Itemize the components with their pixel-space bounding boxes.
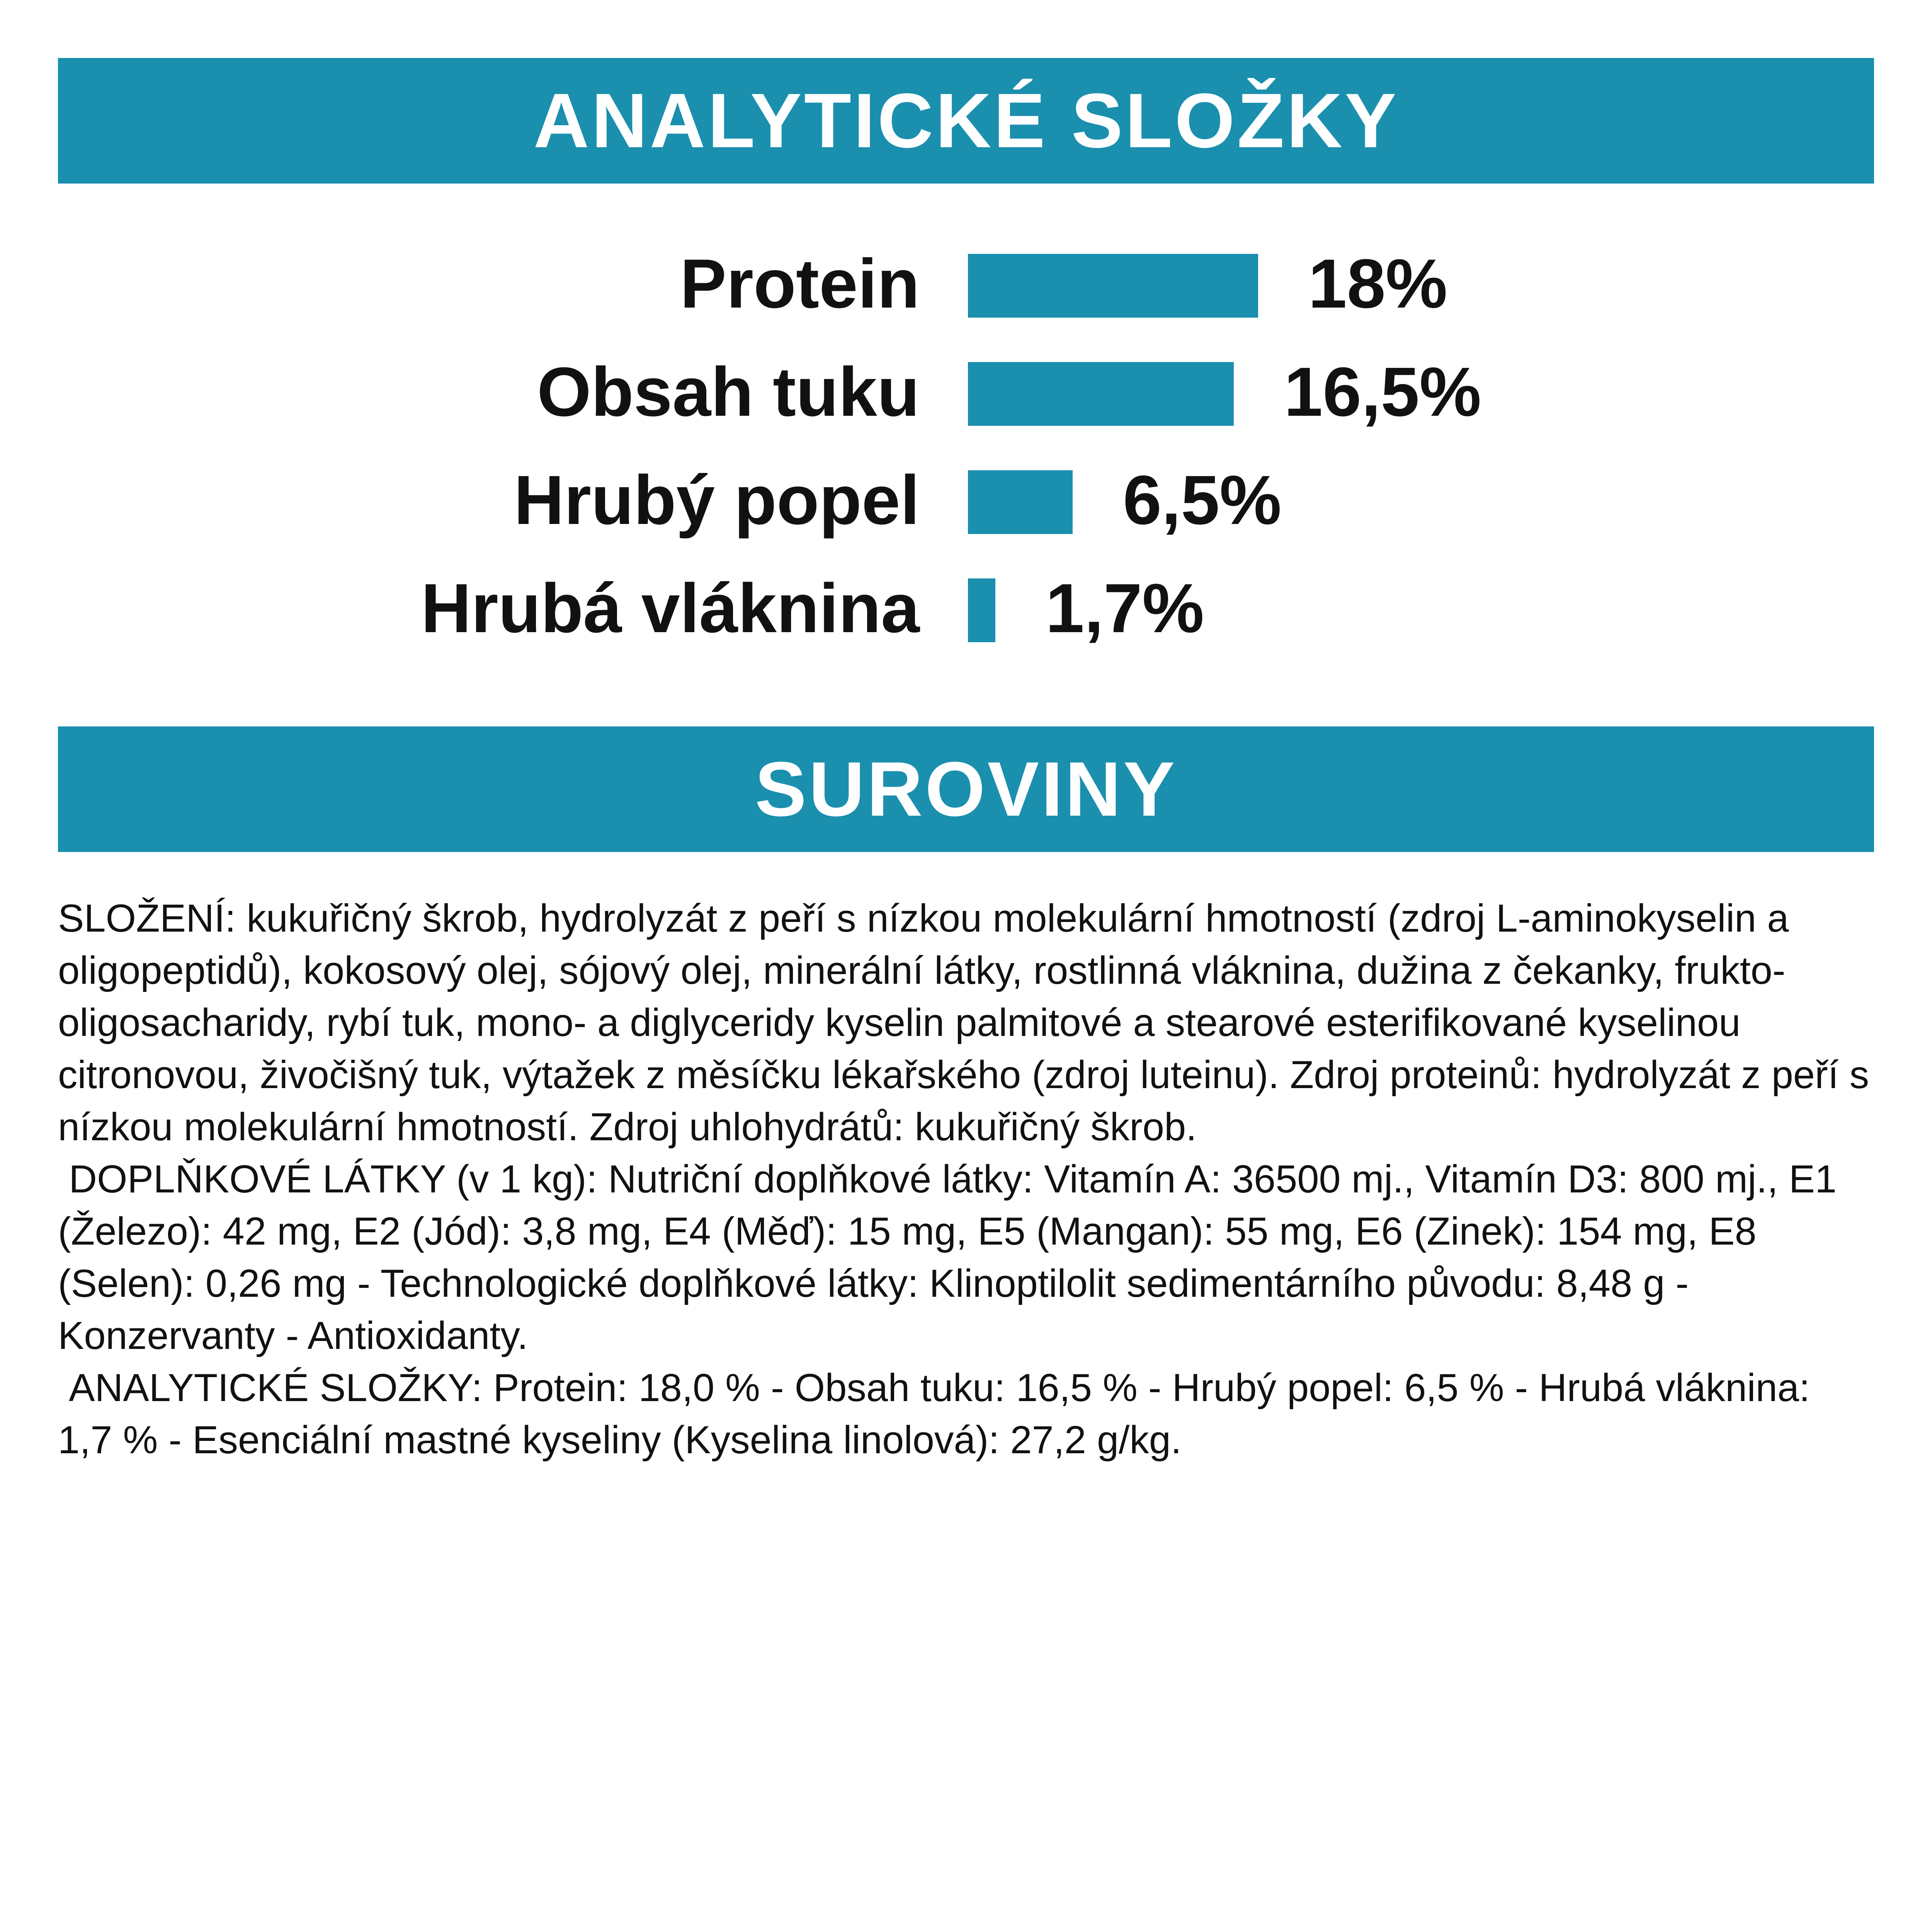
nutrient-bar [968,254,1258,318]
nutrient-bar [968,470,1073,534]
composition-paragraph: SLOŽENÍ: kukuřičný škrob, hydrolyzát z peří s nízkou molekulární hmotností (zdroj L-aminokyselin a oligopeptidů), kokosový olej, sójový olej, minerální látky, rostlinná vláknina, dužina z čekanky, frukto-oligosacharidy, rybí tuk, mono- a diglyceridy kyselin palmitové a stearové esterifikované kyselinou citronovou, živočišný tuk, výtažek z měsíčku lékařského (zdroj luteinu). Zdroj proteinů: hydrolyzát z peří s nízkou molekulární hmotností. Zdroj uhlohydrátů: kukuřičný škrob. [58,897,1880,1149]
nutrient-bar [968,578,995,642]
nutrient-value: 16,5% [1284,353,1481,431]
nutrient-value: 18% [1308,245,1447,323]
nutrient-bar [968,362,1234,426]
nutrient-label: Hrubá vláknina [421,570,920,647]
additives-paragraph: DOPLŇKOVÉ LÁTKY (v 1 kg): Nutriční doplňkové látky: Vitamín A: 36500 mj., Vitamín D3: 800 mj., E1 (Železo): 42 mg, E2 (Jód): 3,8 mg, E4 (Měď): 15 mg, E5 (Mangan): 55 mg, E6 (Zinek): 154 mg, E8 (Selen): 0,26 mg - Technologické doplňkové látky: Klinoptilolit sedimentárního původu: 8,48 g - Konzervanty - Antioxidanty. [58,1158,1848,1357]
nutrient-value: 6,5% [1123,461,1282,539]
nutrient-row-fat [0,348,1932,437]
nutrient-row-ash [0,456,1932,545]
ingredients-section-header: SUROVINY [58,726,1874,852]
nutrient-label: Protein [680,245,920,323]
nutrient-value: 1,7% [1045,570,1204,647]
ingredients-text [58,893,1880,1466]
analytical-paragraph: ANALYTICKÉ SLOŽKY: Protein: 18,0 % - Obsah tuku: 16,5 % - Hrubý popel: 6,5 % - Hrubá vláknina: 1,7 % - Esenciální mastné kyseliny (Kyselina linolová): 27,2 g/kg. [58,1366,1821,1462]
nutrient-label: Hrubý popel [514,461,920,539]
nutrient-row-protein [0,240,1932,328]
analytics-section-header: ANALYTICKÉ SLOŽKY [58,58,1874,184]
nutrient-row-fiber [0,564,1932,653]
nutrient-label: Obsah tuku [537,353,920,431]
